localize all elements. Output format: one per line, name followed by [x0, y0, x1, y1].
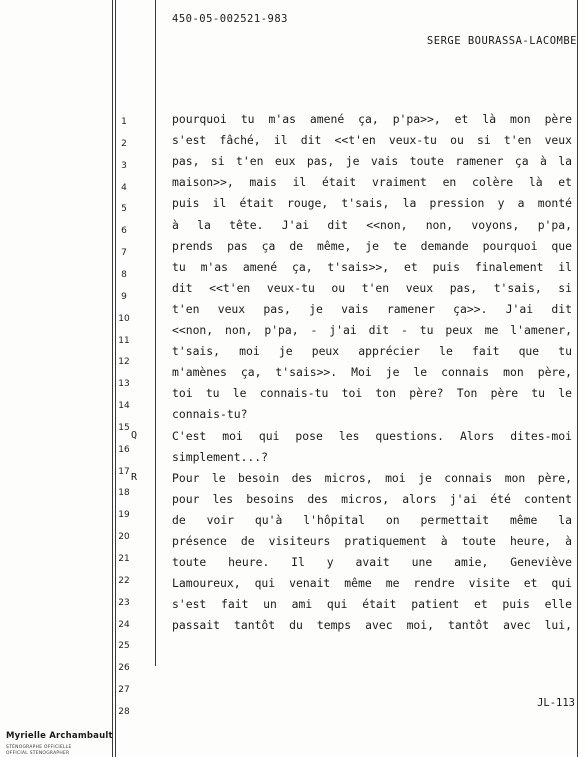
line-number: 9 [121, 291, 127, 302]
transcript-line: passait tantôt du temps avec moi, tantôt avec lui, [172, 618, 572, 633]
transcript-line: Lamoureux, qui venait même me rendre visite et qui [172, 576, 572, 591]
line-number: 11 [118, 335, 130, 346]
transcript-line: tu m'as amené ça, t'sais>>, et puis finalement il [172, 259, 572, 274]
transcript-line: connais-tu? [172, 407, 248, 422]
margin-rule-speaker [155, 0, 156, 666]
speaker-marker: R [131, 471, 138, 483]
transcript-line: puis il était rouge, t'sais, la pression y a monté [172, 196, 572, 211]
transcript-line: s'est fait un ami qui était patient et puis elle [172, 597, 572, 612]
line-number: 16 [118, 444, 130, 455]
line-number: 23 [118, 597, 130, 608]
page-reference: JL-113 [537, 697, 575, 709]
stenographer-name: Myrielle Archambault [6, 731, 113, 741]
transcript-line: <<non, non, p'pa, - j'ai dit - tu peux me l'amener, [172, 323, 572, 337]
line-number: 20 [118, 532, 130, 543]
transcript-line: prends pas ça de même, je te demande pourquoi que [172, 238, 572, 253]
line-number: 25 [118, 641, 130, 652]
transcript-line: pour les besoins des micros, alors j'ai été content [172, 491, 572, 506]
line-number: 28 [118, 706, 130, 717]
line-number: 19 [118, 510, 130, 521]
line-number: 14 [118, 401, 130, 412]
transcript-line: toi tu le connais-tu toi ton père? Ton père tu le [172, 386, 572, 401]
transcript-line: pourquoi tu m'as amené ça, p'pa>>, et là mon père [172, 112, 572, 126]
transcript-line: simplement...? [172, 449, 269, 464]
margin-rule-right [577, 0, 578, 757]
transcript-line: présence de visiteurs pratiquement à toute heure, à [172, 534, 572, 548]
transcript-line: toute heure. Il y avait une amie, Geneviève [172, 555, 572, 570]
transcript-line: t'en veux pas, je vais ramener ça>>. J'ai dit [172, 301, 572, 316]
line-number: 4 [121, 182, 127, 193]
line-number: 8 [121, 269, 127, 280]
stenographer-title-en: OFFICIAL STENOGRAPHER [6, 751, 70, 756]
line-number: 1 [121, 117, 127, 127]
transcript-line: maison>>, mais il était vraiment en colère là et [172, 175, 572, 190]
line-number: 24 [118, 619, 130, 630]
line-number: 3 [121, 160, 127, 171]
stenographer-title-fr: STÉNOGRAPHE OFFICIELLE [6, 745, 72, 750]
line-number: 21 [118, 554, 130, 564]
speaker-marker: Q [131, 429, 138, 441]
transcript-line: Pour le besoin des micros, moi je connais mon père, [172, 470, 572, 485]
line-number: 7 [121, 248, 127, 259]
transcript-line: m'amènes ça, t'sais>>. Moi je le connais mon père, [172, 365, 572, 380]
line-number: 18 [118, 488, 130, 499]
transcript-line: à la tête. J'ai dit <<non, non, voyons, p'pa, [172, 217, 572, 232]
transcript-line: t'sais, moi je peux apprécier le fait que tu [172, 344, 572, 359]
line-number: 6 [121, 226, 127, 237]
transcript-line: de voir qu'à l'hôpital on permettait même la [172, 512, 572, 527]
line-number: 26 [118, 663, 130, 674]
transcript-line: pas, si t'en eux pas, je vais toute ramener ça à la [172, 154, 572, 169]
witness-name: SERGE BOURASSA-LACOMBE [426, 35, 577, 47]
line-number: 2 [121, 138, 127, 149]
line-number: 5 [121, 204, 127, 215]
line-number: 13 [118, 379, 130, 390]
line-number: 22 [118, 575, 130, 586]
line-number: 15 [118, 422, 130, 433]
transcript-line: s'est fâché, il dit <<t'en veux-tu ou si t'en veux [172, 133, 572, 148]
file-number: 450-05-002521-983 [172, 13, 288, 25]
line-number: 10 [118, 313, 130, 324]
line-number: 27 [118, 685, 130, 696]
transcript-line: dit <<t'en veux-tu ou t'en veux pas, t'sais, si [172, 280, 572, 295]
transcript-line: C'est moi qui pose les questions. Alors dites-moi [172, 428, 572, 443]
line-number: 12 [118, 357, 130, 368]
line-number: 17 [118, 466, 130, 477]
